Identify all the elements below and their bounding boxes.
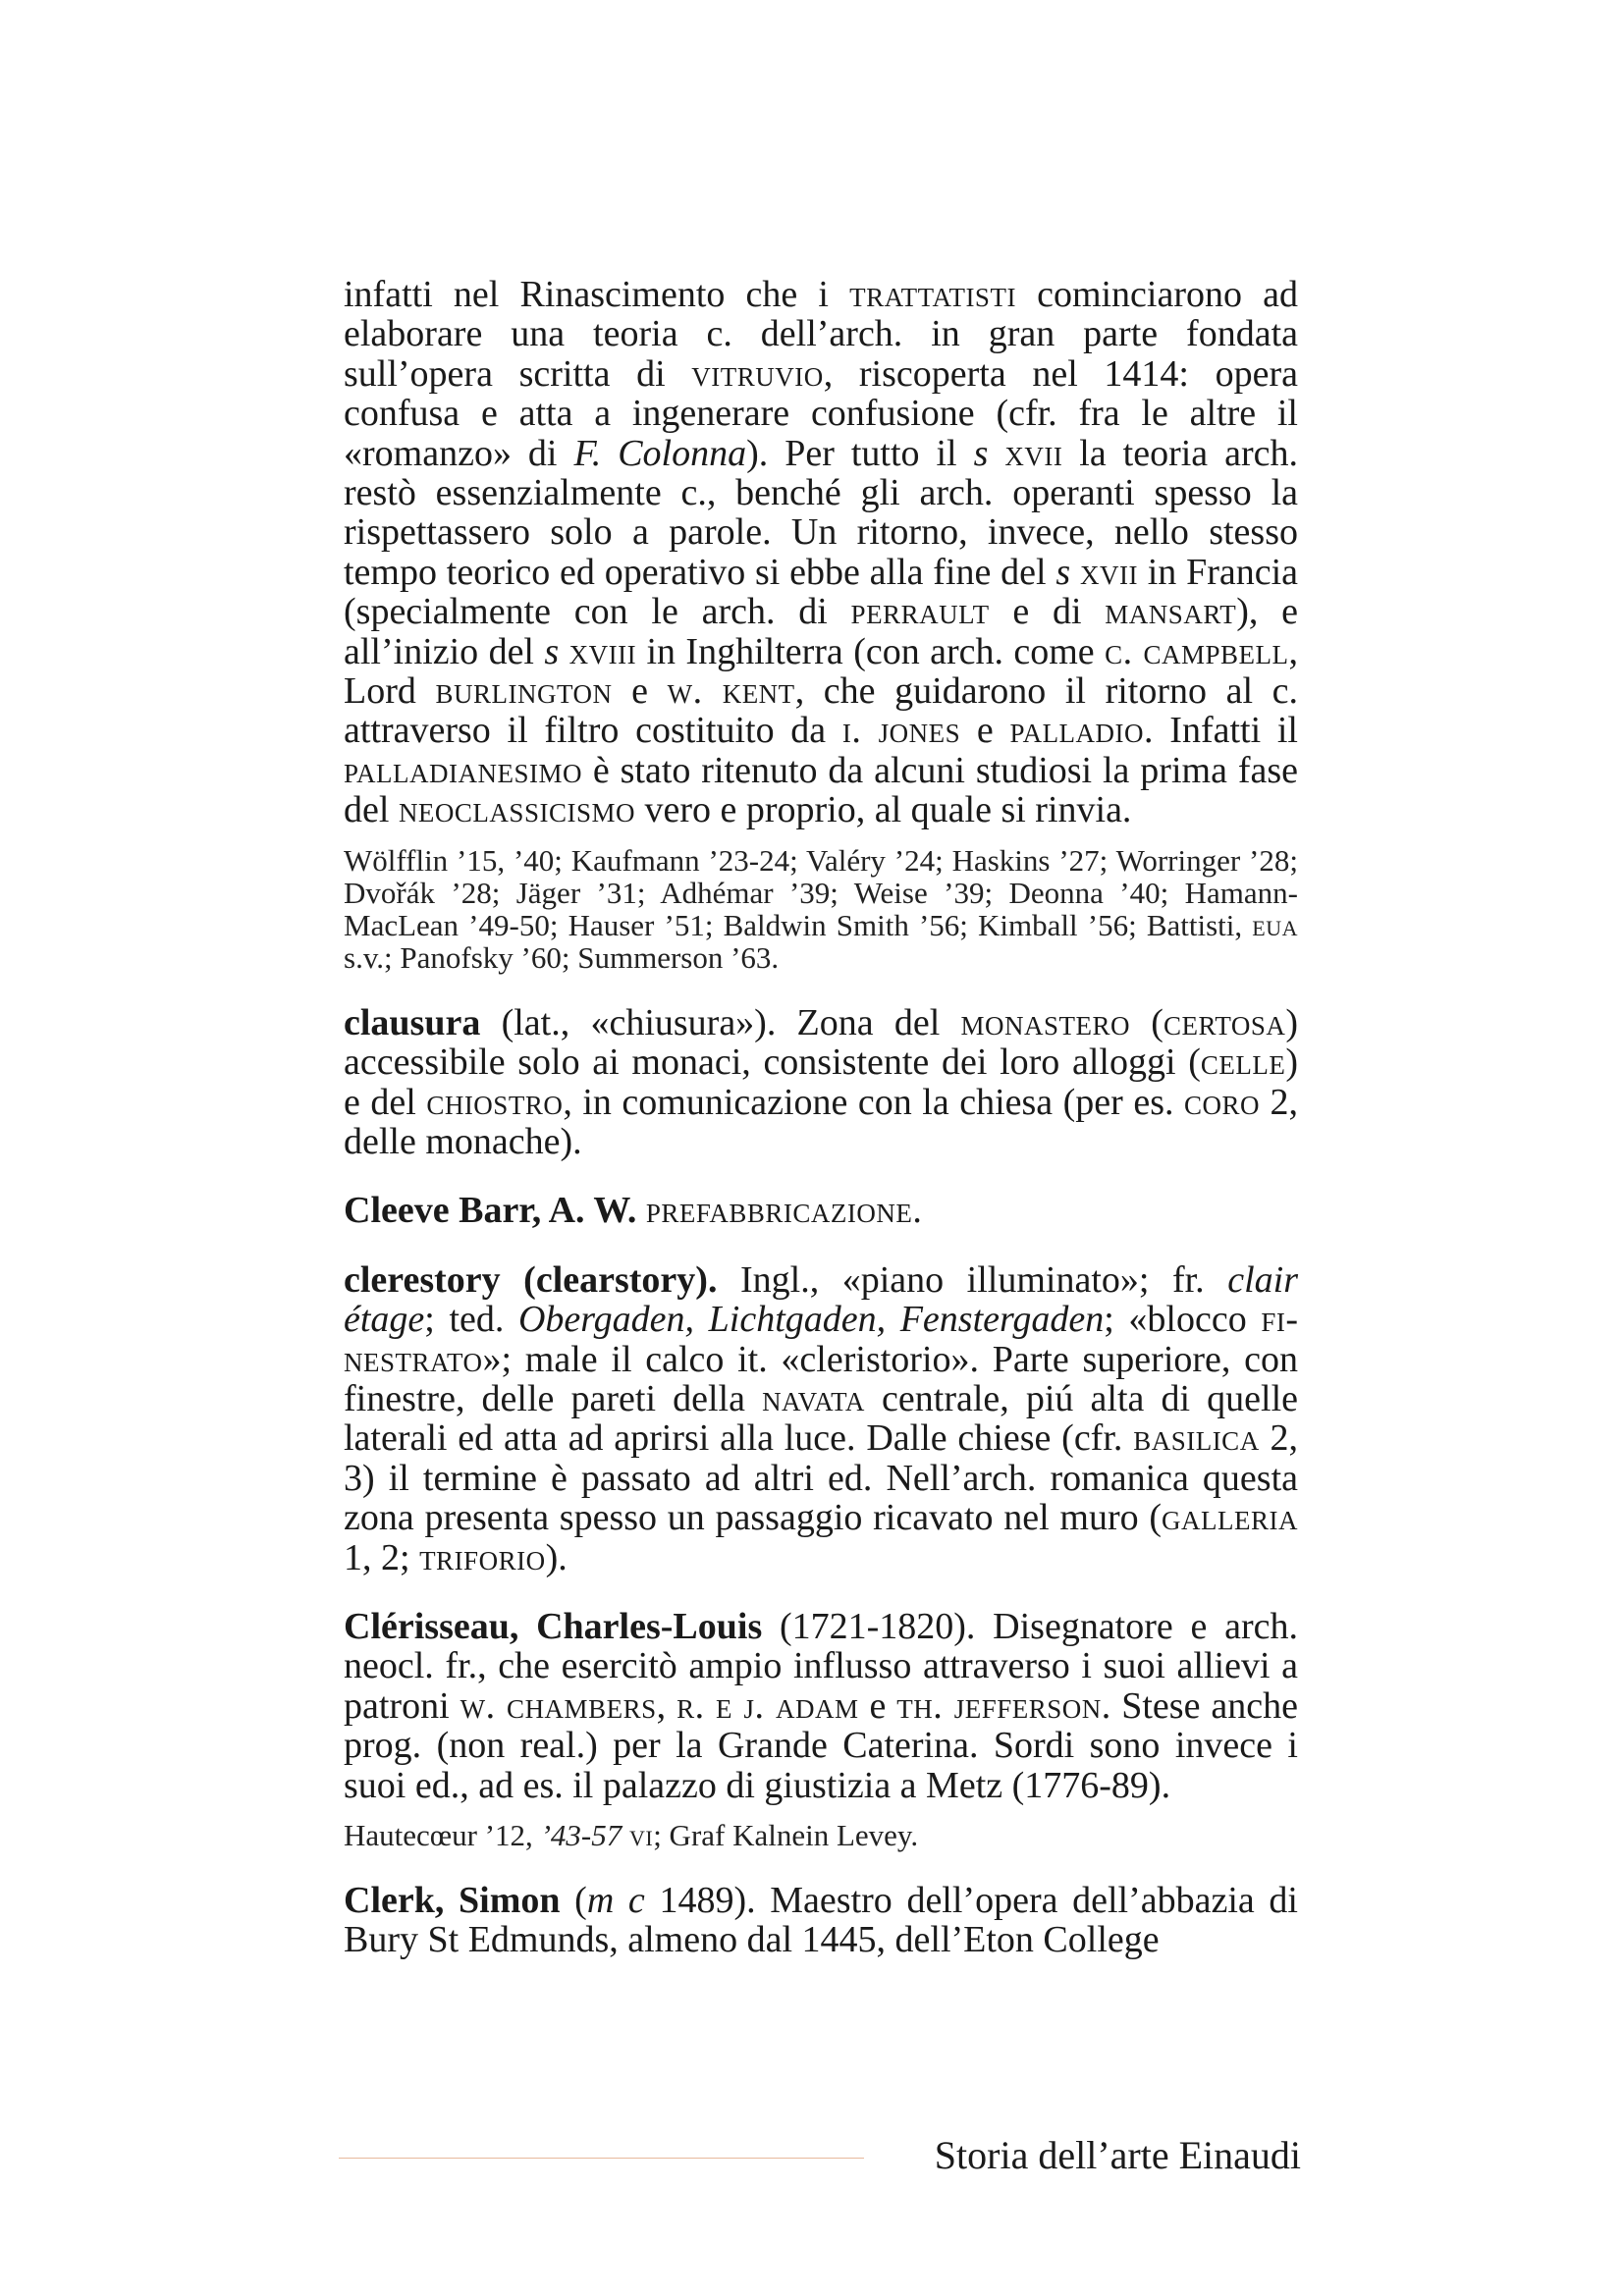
page-text-column: [344, 275, 1298, 1960]
xref-perrault: perrault: [850, 591, 990, 633]
xref-prefabbricazione: prefabbricazione: [645, 1190, 913, 1232]
xref-finestrato: finestrato: [344, 1299, 1298, 1380]
xref-trattatisti: trattatisti: [849, 274, 1016, 315]
footer-title: Storia dell’arte Einaudi: [934, 2133, 1301, 2177]
intro-bibliography: Wölfflin ’15, ’40; Kaufmann ’23-24; Valéry ’24; Haskins ’27; Worringer ’28; Dvořák ’28; Jäger ’31; Adhémar ’39; Weise ’39; Deonna ’40; Hamann-MacLean ’49-50; Hauser ’51; Baldwin Smith ’56; Kimball ’56; Battisti, eua s.v.; Panofsky ’60; Summerson ’63.: [344, 842, 1298, 975]
entry-headword: Clérisseau, Charles-Louis: [344, 1605, 763, 1647]
entry-cleeve-barr: Cleeve Barr, A. W. prefabbricazione.: [344, 1190, 922, 1232]
entry-clerk: Clerk, Simon (m c 1489). Maestro dell’opera dell’abbazia di Bury St Edmunds, almeno dal 1445, dell’Eton College: [344, 1880, 1298, 1961]
xref-palladio: palladio: [1009, 710, 1145, 752]
xref-monastero: monastero: [960, 1001, 1131, 1043]
xref-mansart: mansart: [1105, 591, 1237, 633]
xref-certosa: certosa: [1163, 1001, 1286, 1043]
entry-clerisseau: Clérisseau, Charles-Louis (1721-1820). Disegnatore e arch. neocl. fr., che esercitò ampio influsso attraverso i suoi allievi a patroni w. chambers, r. e j. adam e th. jefferson. Stese anche prog. (non real.) per la Grande Caterina. Sordi sono invece i suoi ed., ad es. il palazzo di giustizia a Metz (1776-89).: [344, 1605, 1299, 1806]
xref-chiostro: chiostro: [426, 1081, 564, 1123]
xref-jones: i. jones: [841, 710, 961, 752]
entry-headword: Clerk, Simon: [344, 1880, 561, 1921]
xref-celle: celle: [1200, 1041, 1286, 1084]
intro-paragraph: infatti nel Rinascimento che i trattatisti cominciarono ad elaborare una teoria c. dell’arch. in gran parte fondata sull’opera scritta di vitruvio, riscoperta nel 1414: opera confusa e atta a ingenerare confusione (cfr. fra le altre il «romanzo» di F. Colonna). Per tutto il s xvii la teoria arch. restò essenzialmente c., benché gli arch. operanti spesso la rispettassero solo a parole. Un ritorno, invece, nello stesso tempo teorico ed operativo si ebbe alla fine del s xvii in Francia (specialmente con le arch. di perrault e di mansart), e all’inizio del s xviii in Inghilterra (con arch. come c. campbell, Lord burlington e w. kent, che guidarono il ritorno al c. attraverso il filtro costituito da i. jones e palladio. Infatti il palladianesimo è stato ritenuto da alcuni studiosi la prima fase del neoclassicismo vero e proprio, al quale si rinvia.: [344, 274, 1299, 831]
xref-triforio: triforio: [419, 1536, 546, 1578]
entry-headword: clausura: [344, 1001, 481, 1043]
xref-galleria: galleria: [1162, 1497, 1298, 1539]
xref-burlington: burlington: [435, 670, 613, 713]
xref-kent: w. kent: [667, 670, 795, 713]
xref-neoclassicismo: neoclassicismo: [398, 789, 635, 831]
entry-clerestory: clerestory (clearstory). Ingl., «piano illuminato»; fr. clair étage; ted. Obergaden, Lichtgaden, Fenstergaden; «blocco finestrato»; male il calco it. «cleristorio». Parte superiore, con finestre, delle pareti della navata centrale, piú alta di quelle laterali ed atta ad aprirsi alla luce. Dalle chiese (cfr. basilica 2, 3) il termine è passato ad altri ed. Nell’arch. romanica questa zona presenta spesso un passaggio ricavato nel muro (galleria 1, 2; triforio).: [344, 1258, 1298, 1578]
xref-jefferson: th. jefferson: [896, 1684, 1102, 1727]
entry-clausura: clausura (lat., «chiusura»). Zona del monastero (certosa) accessibile solo ai monaci, consistente dei loro alloggi (celle) e del chiostro, in comunicazione con la chiesa (per es. coro 2, delle monache).: [344, 1001, 1299, 1162]
name-colonna: F. Colonna: [573, 432, 747, 474]
xref-navata: navata: [762, 1377, 865, 1419]
xref-adam: r. e j. adam: [676, 1684, 859, 1727]
xref-chambers: w. chambers: [460, 1684, 657, 1727]
xref-palladianesimo: palladianesimo: [344, 749, 583, 791]
xref-campbell: c. campbell: [1105, 630, 1289, 672]
clerisseau-bibliography: Hautecœur ’12, ’43-57 vi; Graf Kalnein Levey.: [344, 1818, 919, 1852]
xref-basilica: basilica: [1133, 1417, 1260, 1460]
xref-vitruvio: vitruvio: [691, 352, 824, 395]
xref-coro: coro: [1184, 1081, 1261, 1123]
entry-headword: Cleeve Barr, A. W.: [344, 1190, 637, 1232]
page-footer: [339, 2132, 1301, 2181]
entry-headword: clerestory (clearstory).: [344, 1258, 718, 1301]
footer-rule: [339, 2158, 864, 2159]
